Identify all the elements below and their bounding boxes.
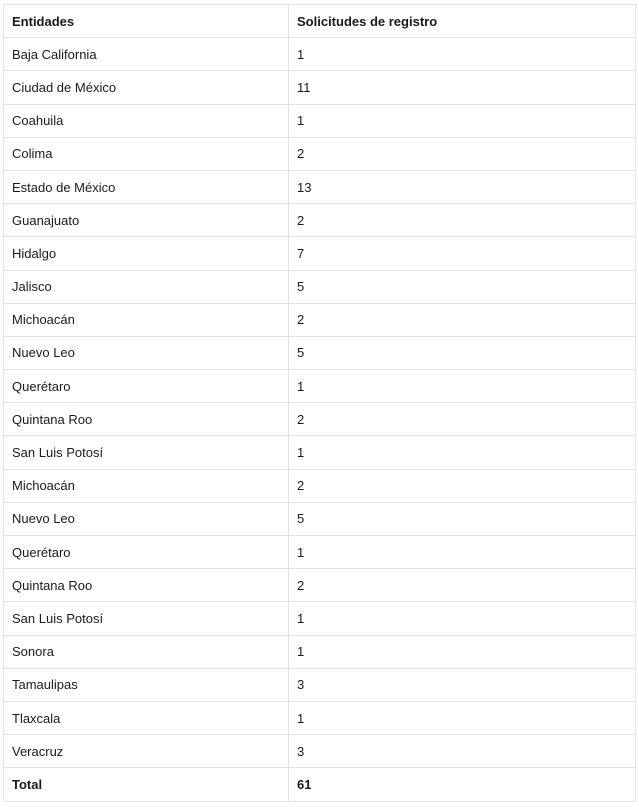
table-row [4,71,636,104]
count-cell: 1 [289,602,636,635]
count-cell: 1 [289,104,636,137]
data-table-container [3,4,635,802]
entity-cell: Nuevo Leo [4,502,289,535]
entity-cell: Tlaxcala [4,701,289,734]
count-cell: 2 [289,204,636,237]
table-row [4,336,636,369]
entity-cell: San Luis Potosí [4,602,289,635]
entity-cell: Sonora [4,635,289,668]
table-row [4,104,636,137]
table-row [4,668,636,701]
data-table [3,4,636,802]
count-cell: 1 [289,38,636,71]
entity-cell: Coahuila [4,104,289,137]
count-cell: 2 [289,469,636,502]
entity-cell: Guanajuato [4,204,289,237]
table-row [4,602,636,635]
count-cell: 1 [289,436,636,469]
count-cell: 7 [289,237,636,270]
count-cell: 2 [289,303,636,336]
table-row [4,403,636,436]
table-row [4,237,636,270]
table-row [4,569,636,602]
count-cell: 5 [289,336,636,369]
table-total-row [4,768,636,801]
entity-cell: Michoacán [4,469,289,502]
table-row [4,635,636,668]
count-cell: 1 [289,370,636,403]
entity-cell: Baja California [4,38,289,71]
count-cell: 5 [289,270,636,303]
table-row [4,204,636,237]
count-cell: 2 [289,569,636,602]
entity-cell: Michoacán [4,303,289,336]
entity-cell: Tamaulipas [4,668,289,701]
entity-cell: Nuevo Leo [4,336,289,369]
entity-cell: Querétaro [4,536,289,569]
count-cell: 11 [289,71,636,104]
table-row [4,469,636,502]
entity-cell: Querétaro [4,370,289,403]
total-value: 61 [289,768,636,801]
table-row [4,303,636,336]
entity-cell: Veracruz [4,735,289,768]
table-row [4,38,636,71]
entity-cell: Hidalgo [4,237,289,270]
table-row [4,137,636,170]
count-cell: 1 [289,536,636,569]
header-solicitudes: Solicitudes de registro [289,5,636,38]
table-row [4,502,636,535]
table-body [4,38,636,768]
entity-cell: Colima [4,137,289,170]
entity-cell: Quintana Roo [4,569,289,602]
table-row [4,701,636,734]
table-row [4,436,636,469]
table-header-row [4,5,636,38]
count-cell: 5 [289,502,636,535]
entity-cell: Estado de México [4,170,289,203]
table-row [4,370,636,403]
header-entidades: Entidades [4,5,289,38]
total-label: Total [4,768,289,801]
entity-cell: Ciudad de México [4,71,289,104]
count-cell: 1 [289,635,636,668]
count-cell: 13 [289,170,636,203]
count-cell: 2 [289,403,636,436]
entity-cell: San Luis Potosí [4,436,289,469]
table-row [4,735,636,768]
count-cell: 3 [289,735,636,768]
entity-cell: Quintana Roo [4,403,289,436]
count-cell: 1 [289,701,636,734]
table-row [4,170,636,203]
entity-cell: Jalisco [4,270,289,303]
count-cell: 3 [289,668,636,701]
count-cell: 2 [289,137,636,170]
table-row [4,270,636,303]
table-row [4,536,636,569]
